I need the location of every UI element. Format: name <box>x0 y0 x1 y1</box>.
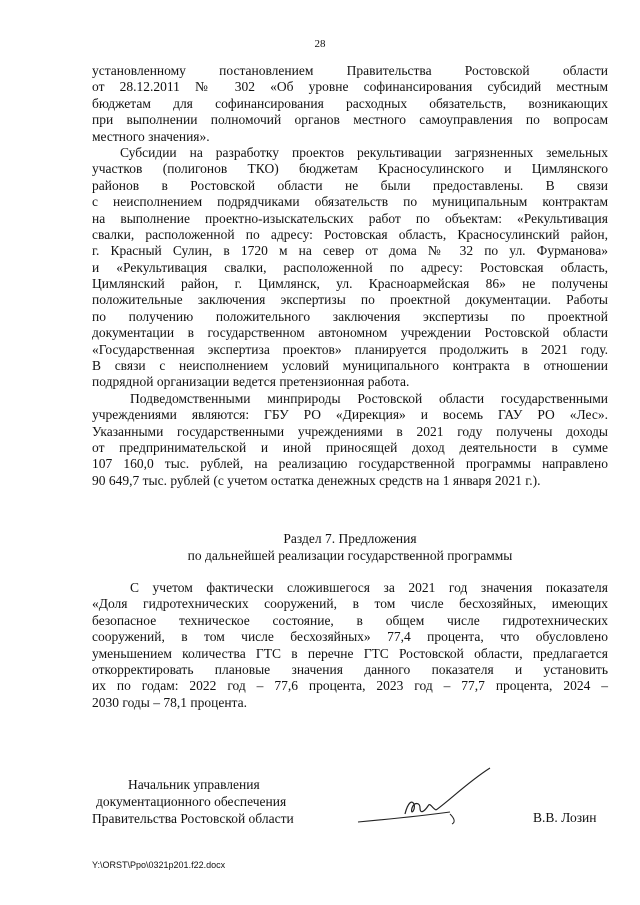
text-line: безопасное техническое состояние, в общем числе гидротехнических <box>92 612 608 628</box>
text-line: и «Рекультивация свалки, расположенной по адресу: Ростовская область, <box>92 259 608 275</box>
text-line: Субсидии на разработку проектов рекультивации загрязненных земельных <box>120 144 608 160</box>
text-line: подрядной организации ведется претензионная работа. <box>92 374 410 390</box>
text-line: откорректировать плановые значения данного показателя и установить <box>92 661 608 677</box>
signer-name: В.В. Лозин <box>533 810 597 825</box>
text-line: г. Красный Сулин, в 1720 м на север от дома № 32 по ул. Фурманова» <box>92 243 608 259</box>
text-line: «Доля гидротехнических сооружений, в том числе бесхозяйных, имеющих <box>92 596 608 612</box>
file-path-footer: Y:\ORST\Ppo\0321p201.f22.docx <box>92 860 226 870</box>
text-line: участков (полигонов ТКО) бюджетам Красносулинского и Цимлянского <box>92 161 608 177</box>
text-line: документации в государственном автономном учреждении Ростовской области <box>92 325 608 341</box>
text-line: от предпринимательской и иной приносящей доход деятельности в сумме <box>92 439 608 455</box>
position-line: Правительства Ростовской области <box>92 811 294 826</box>
paragraph-decree <box>92 63 608 145</box>
paragraph-institutions <box>92 391 608 489</box>
text-line: Цимлянский район, г. Цимлянск, ул. Красноармейская 86» не получены <box>92 276 608 292</box>
text-line: на выполнение проектно-изыскательских работ по объектам: «Рекультивация <box>92 210 608 226</box>
text-line: установленному постановлением Правительства Ростовской области <box>92 63 608 78</box>
text-line: по получению положительного заключения экспертизы по проектной <box>92 308 608 324</box>
page-number: 28 <box>314 38 326 50</box>
signatory-position <box>92 776 294 827</box>
position-line: Начальник управления <box>128 777 260 792</box>
text-line: Указанными государственными учреждениями в 2021 году получены доходы <box>92 423 608 439</box>
text-line: 90 649,7 тыс. рублей (с учетом остатка денежных средств на 1 января 2021 г.). <box>92 472 541 488</box>
text-line: Подведомственными минприроды Ростовской области государственными <box>130 390 608 406</box>
text-line: положительные заключения экспертизы по проектной документации. Работы <box>92 292 608 308</box>
handwritten-signature <box>350 764 510 834</box>
text-line: их по годам: 2022 год – 77,6 процента, 2023 год – 77,7 процента, 2024 – <box>92 678 608 694</box>
section-heading <box>92 530 608 564</box>
text-line: местного значения». <box>92 128 210 144</box>
text-line: 2030 годы – 78,1 процента. <box>92 694 247 710</box>
body-text <box>92 63 608 489</box>
text-line: при выполнении полномочий органов местного самоуправления по вопросам <box>92 112 608 128</box>
paragraph-proposal <box>92 580 608 711</box>
text-line: сооружений, в том числе бесхозяйных» 77,4 процента, что обусловлено <box>92 629 608 645</box>
text-line: с неисполнением подрядчиками обязательств по муниципальным контрактам <box>92 194 608 210</box>
text-line: учреждениями являются: ГБУ РО «Дирекция» и восемь ГАУ РО «Лес». <box>92 407 608 423</box>
section-title: Раздел 7. Предложения <box>283 531 417 546</box>
section-subtitle: по дальнейшей реализации государственной программы <box>187 548 513 563</box>
position-line: документационного обеспечения <box>96 794 287 809</box>
paragraph-subsidies <box>92 145 608 391</box>
text-line: В связи с неисполнением условий муниципального контракта в отношении <box>92 358 608 374</box>
text-line: бюджетам для софинансирования расходных обязательств, возникающих <box>92 95 608 111</box>
text-line: 107 160,0 тыс. рублей, на реализацию государственной программы направлено <box>92 456 608 472</box>
text-line: С учетом фактически сложившегося за 2021 год значения показателя <box>130 580 608 595</box>
text-line: «Государственная экспертиза проектов» планируется продолжить в 2021 году. <box>92 341 608 357</box>
text-line: от 28.12.2011 № 302 «Об уровне софинансирования субсидий местным <box>92 79 608 95</box>
text-line: районов в Ростовской области не были предоставлены. В связи <box>92 177 608 193</box>
text-line: уменьшением количества ГТС в перечне ГТС Ростовской области, предлагается <box>92 645 608 661</box>
text-line: свалки, расположенной по адресу: Ростовская область, Красносулинский район, <box>92 226 608 242</box>
